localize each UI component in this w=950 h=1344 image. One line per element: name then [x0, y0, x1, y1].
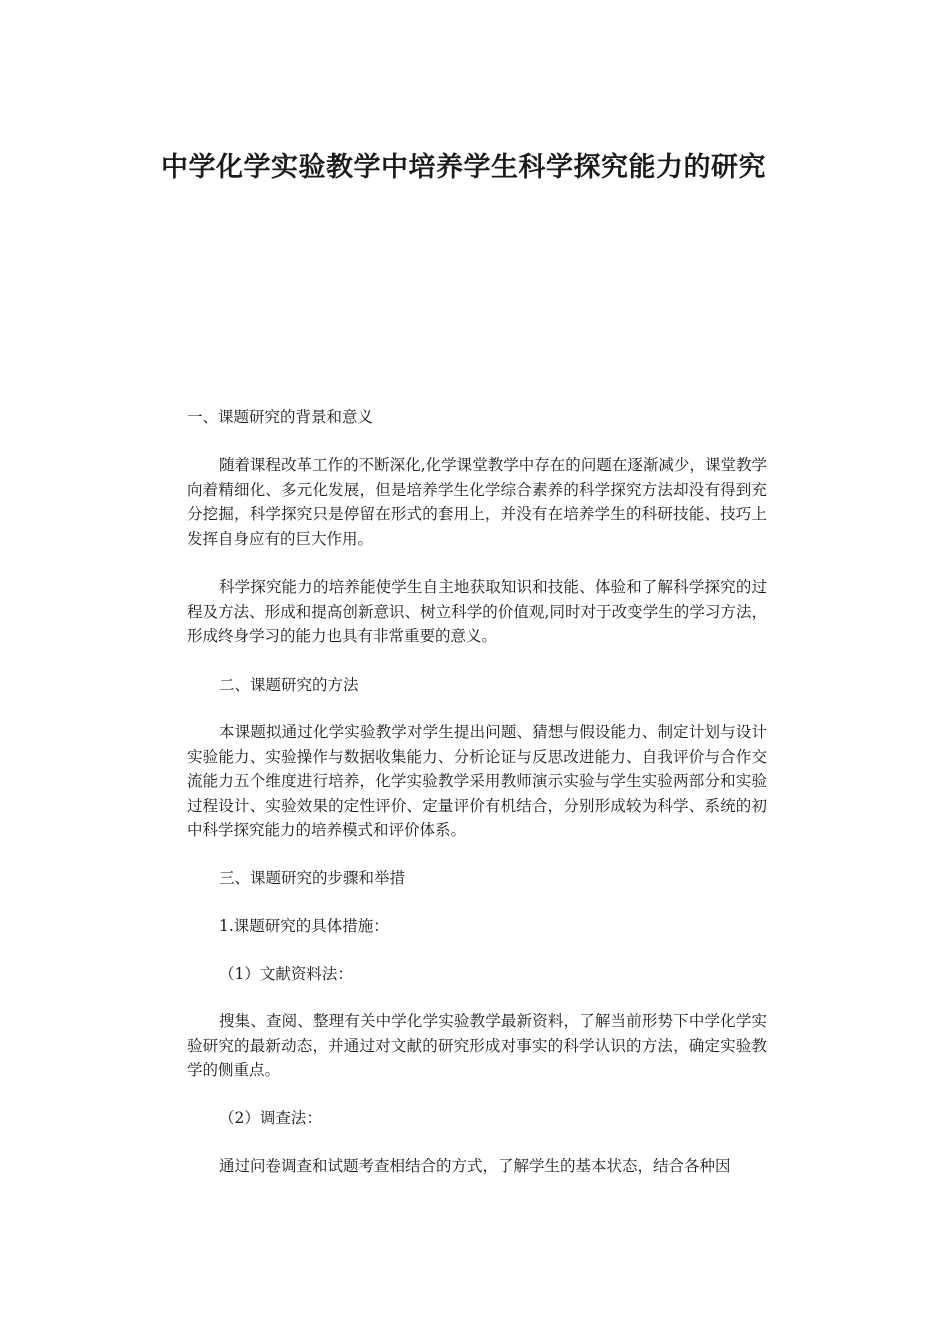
section1-heading: 一、课题研究的背景和意义 [187, 408, 374, 426]
section1-paragraph1-block [187, 453, 767, 551]
section1-paragraph1: 随着课程改革工作的不断深化,化学课堂教学中存在的问题在逐渐减少，课堂教学向着精细化、多元化发展，但是培养学生化学综合素养的科学探究方法却没有得到充分挖掘，科学探究只是停留在形式的套用上，并没有在培养学生的科研技能、技巧上发挥自身应有的巨大作用。 [187, 456, 767, 548]
method1-heading: （1）文献资料法： [219, 965, 353, 983]
section2-paragraph1-block [187, 720, 767, 843]
method2-paragraph-block [187, 1154, 767, 1179]
method1-paragraph: 搜集、查阅、整理有关中学化学实验教学最新资料，了解当前形势下中学化学实验研究的最新动态，并通过对文献的研究形成对事实的科学认识的方法，确定实验教学的侧重点。 [187, 1012, 767, 1079]
document-title: 中学化学实验教学中培养学生科学探究能力的研究 [161, 152, 766, 183]
section2-paragraph1: 本课题拟通过化学实验教学对学生提出问题、猜想与假设能力、制定计划与设计实验能力、实验操作与数据收集能力、分析论证与反思改进能力、自我评价与合作交流能力五个维度进行培养，化学实验教学采用教师演示实验与学生实验两部分和实验过程设计、实验效果的定性评价、定量评价有机结合，分别形成较为科学、系统的初中科学探究能力的培养模式和评价体系。 [187, 723, 767, 839]
section3-heading: 三、课题研究的步骤和举措 [219, 869, 406, 887]
method2-paragraph: 通过问卷调查和试题考查相结合的方式，了解学生的基本状态，结合各种因 [219, 1157, 731, 1175]
method1-paragraph-block [187, 1009, 767, 1083]
section2-heading: 二、课题研究的方法 [219, 676, 359, 694]
section3-subheading: 1.课题研究的具体措施： [219, 917, 389, 935]
section1-paragraph2: 科学探究能力的培养能使学生自主地获取知识和技能、体验和了解科学探究的过程及方法、形成和提高创新意识、树立科学的价值观,同时对于改变学生的学习方法，形成终身学习的能力也具有非常重要的意义。 [187, 578, 767, 645]
method2-heading: （2）调查法： [219, 1109, 322, 1127]
section1-paragraph2-block [187, 575, 767, 649]
